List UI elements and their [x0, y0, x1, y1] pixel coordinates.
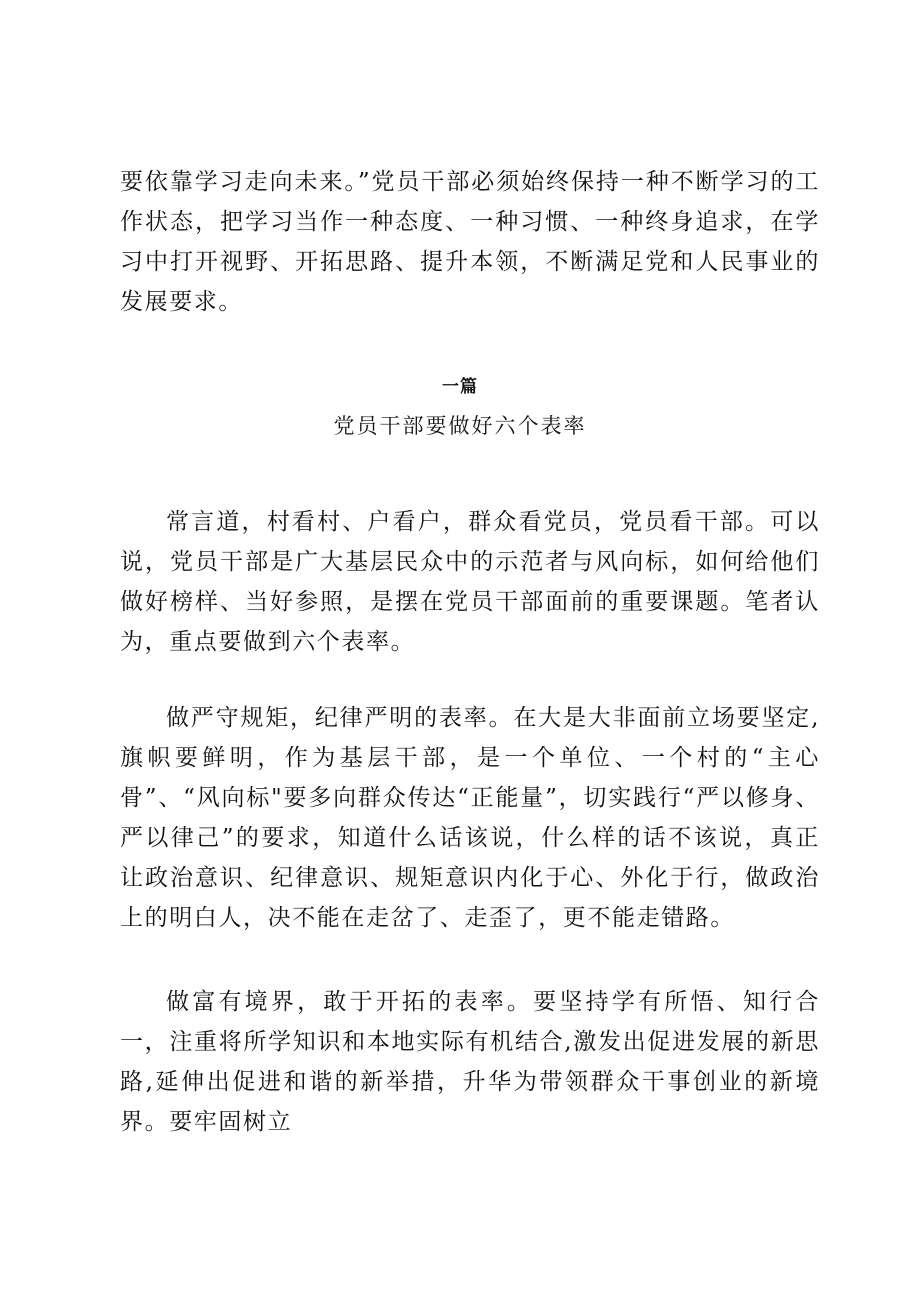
continuation-paragraph: 要依靠学习走向未来。”党员干部必须始终保持一种不断学习的工作状态，把学习当作一种态度、一种习惯、一种终身追求，在学习中打开视野、开拓思路、提升本领，不断满足党和人民事业的发展要求。 — [120, 169, 820, 315]
vision-paragraph: 做富有境界，敢于开拓的表率。要坚持学有所悟、知行合一，注重将所学知识和本地实际有机结合,激发出促进发展的新思路,延伸出促进和谐的新举措，升华为带领群众干事创业的新境界。要牢固树立 — [120, 989, 820, 1135]
intro-paragraph: 常言道，村看村、户看户，群众看党员，党员看干部。可以说，党员干部是广大基层民众中的示范者与风向标，如何给他们做好榜样、当好参照，是摆在党员干部面前的重要课题。笔者认为，重点要做到六个表率。 — [120, 509, 820, 655]
discipline-paragraph: 做严守规矩，纪律严明的表率。在大是大非面前立场要坚定,旗帜要鲜明，作为基层干部，是一个单位、一个村的“主心骨”、“风向标"要多向群众传达“正能量”，切实践行“严以修身、严以律己”的要求，知道什么话该说，什么样的话不该说，真正让政治意识、纪律意识、规矩意识内化于心、外化于行，做政治上的明白人，决不能在走岔了、走歪了，更不能走错路。 — [120, 705, 820, 931]
section-label: 一篇 — [442, 377, 478, 397]
section-title: 党员干部要做好六个表率 — [333, 414, 587, 438]
